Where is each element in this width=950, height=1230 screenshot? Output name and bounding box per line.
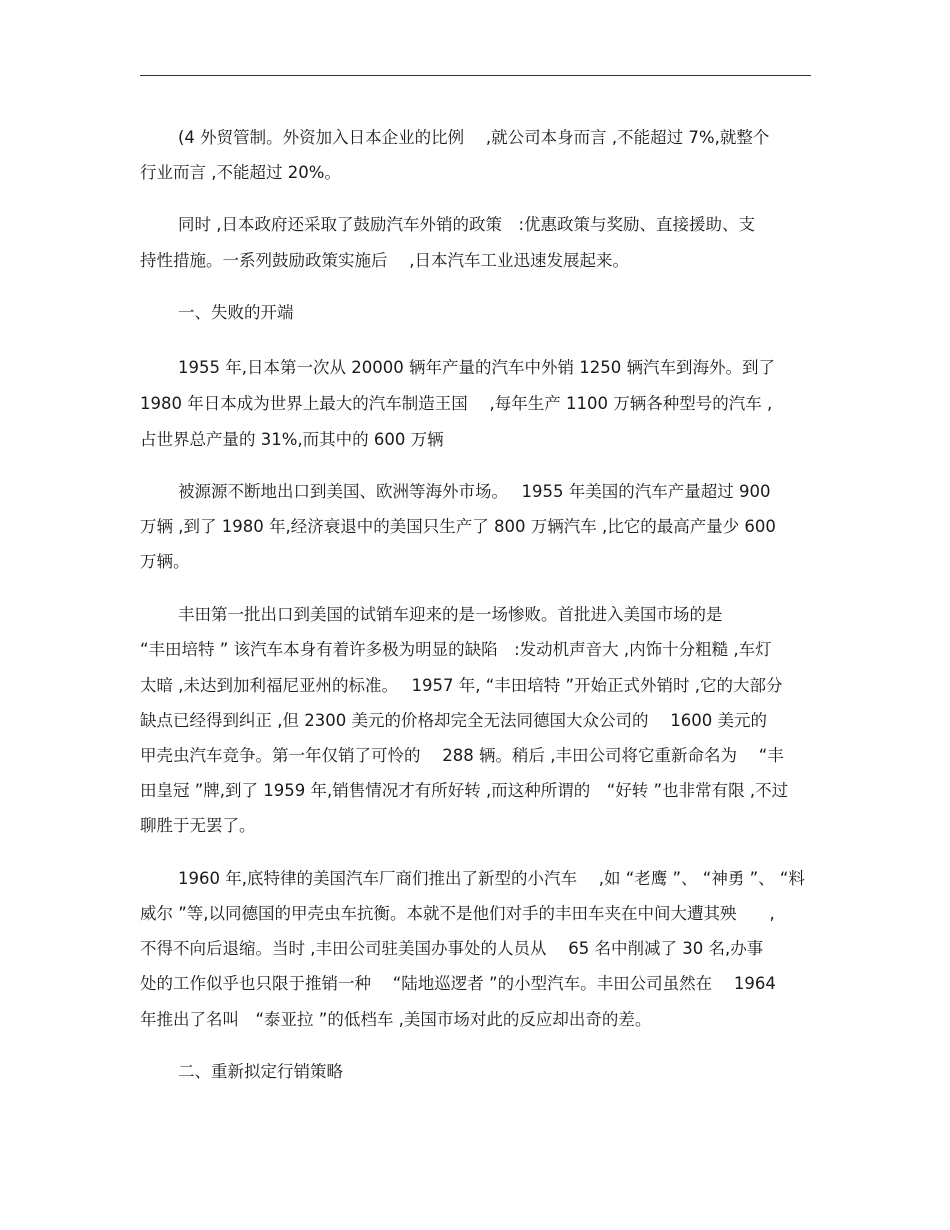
text-line: 甲壳虫汽车竞争。第一年仅销了可怜的 288 辆。稍后 ,丰田公司将它重新命名为 “丰 [140,746,784,765]
text-line: 行业而言 ,不能超过 20%。 [140,163,341,182]
text-line: 不得不向后退缩。当时 ,丰田公司驻美国办事处的人员从 65 名中削减了 30 名,办事 [140,939,764,958]
text-line: 聊胜于无罢了。 [140,816,256,835]
text-line: 被源源不断地出口到美国、欧洲等海外市场。 1955 年美国的汽车产量超过 900 [178,482,771,501]
text-line: (4 外贸管制。外资加入日本企业的比例 ,就公司本身而言 ,不能超过 7%,就整个 [178,128,770,147]
text-line: 1980 年日本成为世界上最大的汽车制造王国 ,每年生产 1100 万辆各种型号的汽车 , [140,394,773,413]
text-line: 1955 年,日本第一次从 20000 辆年产量的汽车中外销 1250 辆汽车到海外。到了 [178,358,775,377]
text-line: 年推出了名叫 “泰亚拉 ”的低档车 ,美国市场对此的反应却出奇的差。 [140,1010,652,1029]
text-line: 同时 ,日本政府还采取了鼓励汽车外销的政策 :优惠政策与奖励、直接援助、支 [178,215,756,234]
text-line: 万辆 ,到了 1980 年,经济衰退中的美国只生产了 800 万辆汽车 ,比它的最高产量少 600 [140,517,776,536]
text-line: “丰田培特 ” 该汽车本身有着许多极为明显的缺陷 :发动机声音大 ,内饰十分粗糙 ,车灯 [140,640,772,659]
section-heading: 一、失败的开端 [178,303,294,322]
text-line: 缺点已经得到纠正 ,但 2300 美元的价格却完全无法同德国大众公司的 1600 美元的 [140,711,767,730]
text-line: 占世界总产量的 31%,而其中的 600 万辆 [140,430,444,449]
text-line: 太暗 ,未达到加利福尼亚州的标准。 1957 年, “丰田培特 ”开始正式外销时 ,它的大部分 [140,676,783,695]
text-line: 丰田第一批出口到美国的试销车迎来的是一场惨败。首批进入美国市场的是 [178,605,723,624]
text-line: 持性措施。一系列鼓励政策实施后 ,日本汽车工业迅速发展起来。 [140,251,629,270]
header-rule [140,75,811,76]
text-line: 1960 年,底特律的美国汽车厂商们推出了新型的小汽车 ,如 “老鹰 ”、 “神勇 ”、 “料 [178,869,805,888]
text-line: 万辆。 [140,552,190,571]
text-line: 处的工作似乎也只限于推销一种 “陆地巡逻者 ”的小型汽车。丰田公司虽然在 1964 [140,974,776,993]
text-line: 田皇冠 ”牌,到了 1959 年,销售情况才有所好转 ,而这种所谓的 “好转 ”也非常有限 ,不过 [140,781,789,800]
text-line: 威尔 ”等,以同德国的甲壳虫车抗衡。本就不是他们对手的丰田车夹在中间大遭其殃 , [140,904,775,923]
section-heading: 二、重新拟定行销策略 [178,1062,343,1081]
